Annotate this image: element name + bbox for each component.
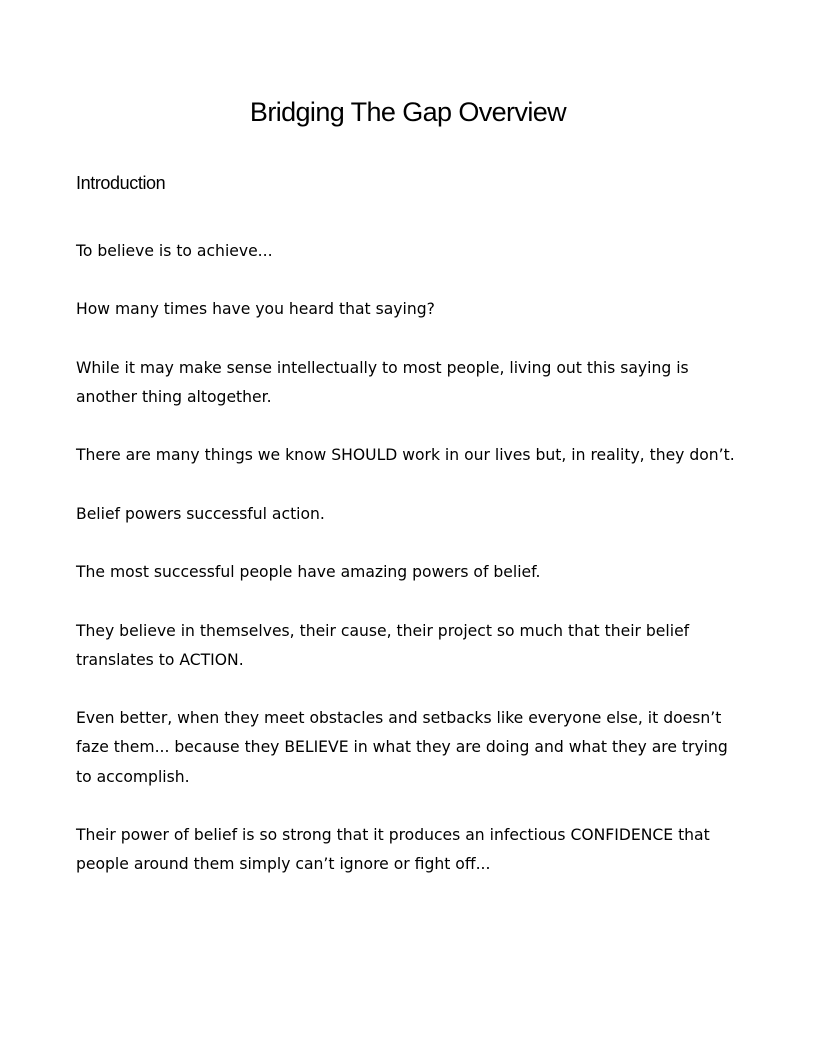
paragraph: How many times have you heard that saying? — [76, 300, 435, 319]
document-title: Bridging The Gap Overview — [249, 97, 567, 127]
paragraph: There are many things we know SHOULD work in our lives but, in reality, they don’t. — [76, 446, 735, 465]
document-body — [76, 237, 744, 909]
paragraph: Belief powers successful action. — [76, 504, 325, 523]
paragraph: The most successful people have amazing powers of belief. — [76, 563, 541, 582]
section-heading-introduction: Introduction — [76, 173, 166, 193]
paragraph: To believe is to achieve... — [76, 242, 273, 260]
paragraph: Even better, when they meet obstacles and setbacks like everyone else, it doesn’t faze them... because they BELIEVE in what they are doing and what they are trying to accomplish. — [76, 709, 728, 786]
paragraph: Their power of belief is so strong that it produces an infectious CONFIDENCE that people around them simply can’t ignore or fight off... — [76, 825, 710, 874]
paragraph: While it may make sense intellectually to most people, living out this saying is another thing altogether. — [76, 358, 689, 406]
paragraph: They believe in themselves, their cause, their project so much that their belief translates to ACTION. — [76, 621, 690, 669]
